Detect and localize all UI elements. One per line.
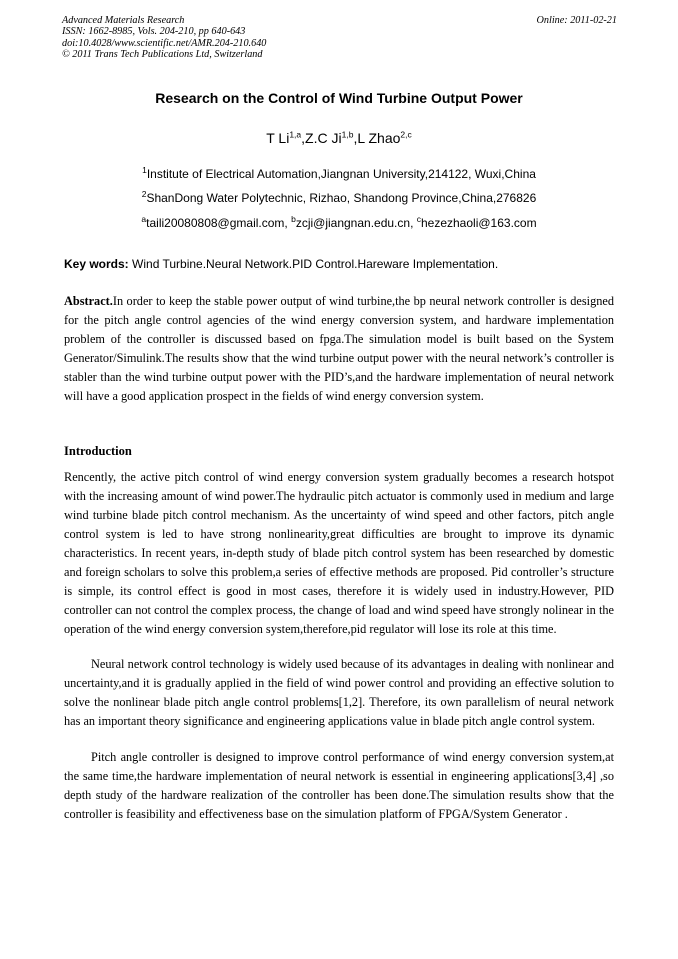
- issn-line: ISSN: 1662-8985, Vols. 204-210, pp 640-643: [62, 26, 246, 38]
- affiliation-sup: 1: [142, 165, 147, 175]
- author-sup: 1,a: [289, 129, 302, 140]
- abstract-text: In order to keep the stable power output of wind turbine,the bp neural network controller is designed for the pitch angle control agencies of the wind energy conversion system, and hardware implementation problem of the controller is discussed based on fpga.The simulation model is built based on the System Generator/Simulink.The results show that the wind turbine output power with the neural network’s controller is stabler than the wind turbine output power with the PID’s,and the hardware implementation of neural network will have a good application prospect in the fields of wind energy conversion system.: [64, 294, 614, 403]
- online-date: Online: 2011-02-21: [536, 15, 617, 26]
- email-address: hezezhaoli@163.com: [420, 216, 537, 230]
- intro-paragraph-1: Rencently, the active pitch control of wind energy conversion system gradually becomes a research hotspot with the increasing amount of wind power.The hydraulic pitch actuator is commonly used in medium and large wind turbine blade pitch control mechanism. As the uncertainty of wind speed and other factors, pitch angle control system is led to have strong nonlinearity,great difficulties are brought to improve its dynamic characteristics. In recent years, in-depth study of blade pitch control system has been researched by domestic and foreign scholars to solve this problem,a series of effective methods are proposed. Pid controller’s structure is simple, its control effect is good in most cases, therefore it is widely used in industry.However, PID controller can not control the complex process, the change of load and wind speed have strongly nolinear in the operation of the wind energy conversion system,therefore,pid regulator will lose its role at this time.: [64, 470, 614, 636]
- keywords-line: [64, 257, 498, 271]
- abstract-paragraph: [64, 292, 614, 406]
- paper-title: Research on the Control of Wind Turbine Output Power: [155, 90, 523, 106]
- copyright-line: © 2011 Trans Tech Publications Ltd, Switzerland: [62, 48, 263, 60]
- author-list: T Li$^{1,a}$,Z.C Ji$^{1,b}$,L Zhao$^{2,c}$: [266, 129, 412, 146]
- section-heading-introduction: Introduction: [64, 444, 132, 458]
- journal-name: Advanced Materials Research: [62, 15, 185, 26]
- email-address: zcji@jiangnan.edu.cn,: [295, 216, 417, 230]
- affiliation-1: [0, 167, 678, 181]
- keywords-label: Key words:: [64, 257, 129, 271]
- journal-header: [62, 15, 617, 60]
- author-sup: 2,c: [400, 129, 412, 140]
- email-line: [0, 216, 678, 230]
- author-name: L Zhao: [357, 130, 401, 146]
- keywords-text: Wind Turbine.Neural Network.PID Control.Hareware Implementation.: [128, 257, 499, 271]
- email-sup: c: [416, 214, 421, 224]
- author-sup: 1,b: [341, 129, 354, 140]
- affiliation-sup: 2: [141, 189, 147, 199]
- author-name: Z.C Ji: [305, 130, 342, 146]
- email-sup: b: [291, 214, 296, 224]
- affiliation-text: ShanDong Water Polytechnic, Rizhao, Shandong Province,China,276826: [146, 191, 537, 205]
- abstract-label: Abstract.: [64, 294, 113, 308]
- affiliation-text: Institute of Electrical Automation,Jiangnan University,214122, Wuxi,China: [146, 167, 536, 181]
- author-name: T Li: [266, 130, 290, 146]
- email-sup: a: [141, 214, 147, 224]
- intro-paragraph-2: Neural network control technology is widely used because of its advantages in dealing with nonlinear and uncertainty,and it is gradually applied in the field of wind power control and providing an effective solution to solve the nonlinear blade pitch angle control problems[1,2]. Therefore, its own parallelism of neural network has an important theory significance and engineering applications value in blade pitch angle control system.: [64, 657, 614, 728]
- intro-paragraph-3: Pitch angle controller is designed to improve control performance of wind energy conversion system,at the same time,the hardware implementation of neural network is essential in engineering applications[3,4] ,so depth study of the hardware realization of the controller has been done.The simulation results show that the controller is feasibility and effectiveness base on the simulation platform of FPGA/System Generator .: [64, 750, 614, 821]
- email-address: taili20080808@gmail.com,: [146, 216, 292, 230]
- doi-line: doi:10.4028/www.scientific.net/AMR.204-210.640: [62, 37, 267, 49]
- affiliation-2: [0, 191, 678, 205]
